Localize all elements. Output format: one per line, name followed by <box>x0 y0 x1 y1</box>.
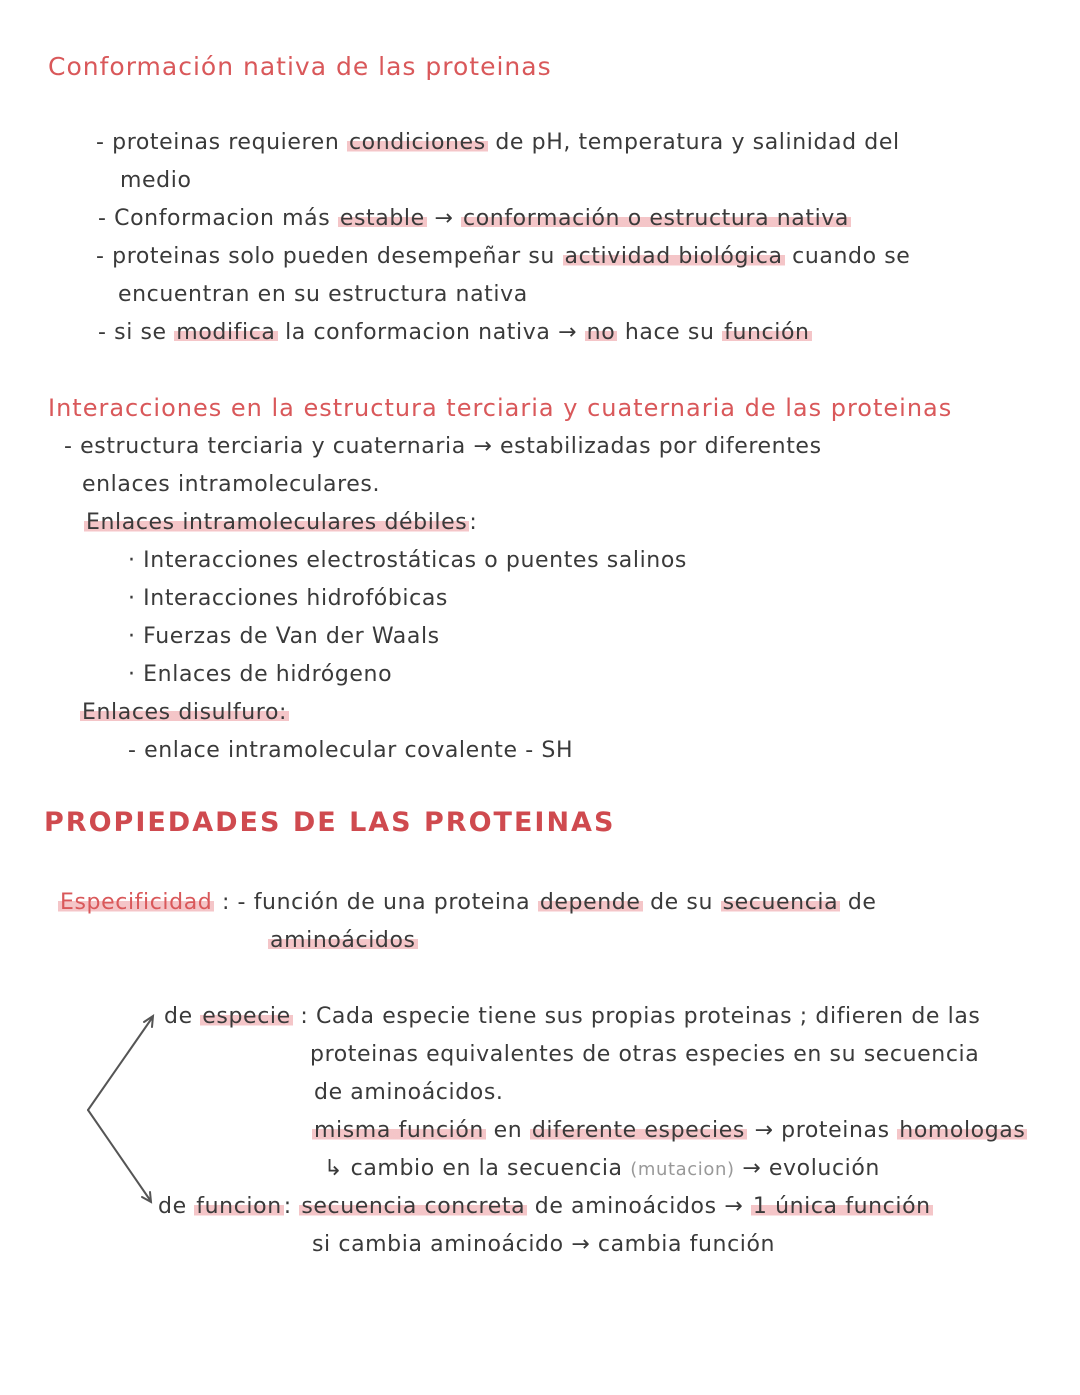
text: de su <box>650 890 714 915</box>
text: de aminoácidos → <box>534 1194 744 1219</box>
arrow-text: → <box>434 206 454 231</box>
list-item: · Enlaces de hidrógeno <box>128 662 393 687</box>
text: hace su <box>624 320 715 345</box>
line-covalente: - enlace intramolecular covalente - SH <box>128 738 574 763</box>
line-homologas <box>312 1116 1027 1146</box>
text: cuando se <box>792 244 911 269</box>
line-de-aminoacidos: de aminoácidos. <box>314 1080 504 1105</box>
highlight-no: no <box>586 320 616 345</box>
line-equivalentes: proteinas equivalentes de otras especies en su secuencia <box>310 1042 980 1067</box>
highlight-misma-funcion: misma función <box>314 1118 484 1143</box>
line-cambia-funcion: si cambia aminoácido → cambia función <box>312 1232 776 1257</box>
text: de <box>847 890 877 915</box>
section-title-conformacion: Conformación nativa de las proteinas <box>48 52 552 81</box>
line-de-funcion <box>158 1192 933 1222</box>
text: : - función de una proteina <box>221 890 531 915</box>
text: en <box>493 1118 523 1143</box>
highlight-funcion-label: funcion <box>196 1194 282 1219</box>
highlight-enlaces-debiles: Enlaces intramoleculares débiles <box>86 510 468 535</box>
highlight-disulfuro: Enlaces disulfuro: <box>82 700 288 725</box>
line-enlaces: enlaces intramoleculares. <box>82 472 381 497</box>
text: - Conformacion más <box>98 206 331 231</box>
highlight-especie: especie <box>202 1004 291 1029</box>
highlight-estructura-nativa: conformación o estructura nativa <box>463 206 850 231</box>
highlight-especificidad: Especificidad <box>60 890 213 915</box>
line-mutacion <box>324 1154 880 1185</box>
text-mutacion: (mutacion) <box>630 1159 735 1180</box>
highlight-secuencia-concreta: secuencia concreta <box>301 1194 526 1219</box>
text: de pH, temperatura y salinidad del <box>495 130 900 155</box>
highlight-funcion: función <box>724 320 810 345</box>
text: la conformacion nativa → <box>285 320 578 345</box>
text: → proteinas <box>754 1118 890 1143</box>
highlight-aminoacidos: aminoácidos <box>270 928 416 953</box>
highlight-condiciones: condiciones <box>348 130 486 155</box>
highlight-actividad-biologica: actividad biológica <box>564 244 783 269</box>
section-title-propiedades: PROPIEDADES DE LAS PROTEINAS <box>44 807 616 838</box>
colon: : <box>469 510 478 535</box>
text: - proteinas requieren <box>96 130 340 155</box>
highlight-homologas: homologas <box>899 1118 1026 1143</box>
line-de-especie <box>164 1002 980 1032</box>
line-estructura-terciaria: - estructura terciaria y cuaternaria → estabilizadas por diferentes <box>64 434 822 459</box>
highlight-secuencia: secuencia <box>722 890 839 915</box>
text: de <box>158 1194 187 1219</box>
line-encuentran: encuentran en su estructura nativa <box>118 282 528 307</box>
highlight-modifica: modifica <box>176 320 276 345</box>
text: de <box>164 1004 193 1029</box>
text: : Cada especie tiene sus propias proteinas ; difieren de las <box>300 1004 981 1029</box>
text: → evolución <box>742 1156 880 1181</box>
highlight-diferente-especies: diferente especies <box>531 1118 745 1143</box>
highlight-depende: depende <box>539 890 641 915</box>
text: cambio en la secuencia <box>350 1156 623 1181</box>
highlight-estable: estable <box>339 206 425 231</box>
highlight-unica-funcion: 1 única función <box>752 1194 931 1219</box>
text: - si se <box>98 320 167 345</box>
list-item: · Interacciones hidrofóbicas <box>128 586 448 611</box>
colon: : <box>283 1194 292 1219</box>
list-item: · Fuerzas de Van der Waals <box>128 624 440 649</box>
section-title-interacciones: Interacciones en la estructura terciaria y cuaternaria de las proteinas <box>48 394 953 422</box>
list-item: · Interacciones electrostáticas o puentes salinos <box>128 548 687 573</box>
return-arrow-icon: ↳ <box>324 1156 344 1181</box>
text: - proteinas solo pueden desempeñar su <box>96 244 555 269</box>
line-medio: medio <box>120 168 192 193</box>
